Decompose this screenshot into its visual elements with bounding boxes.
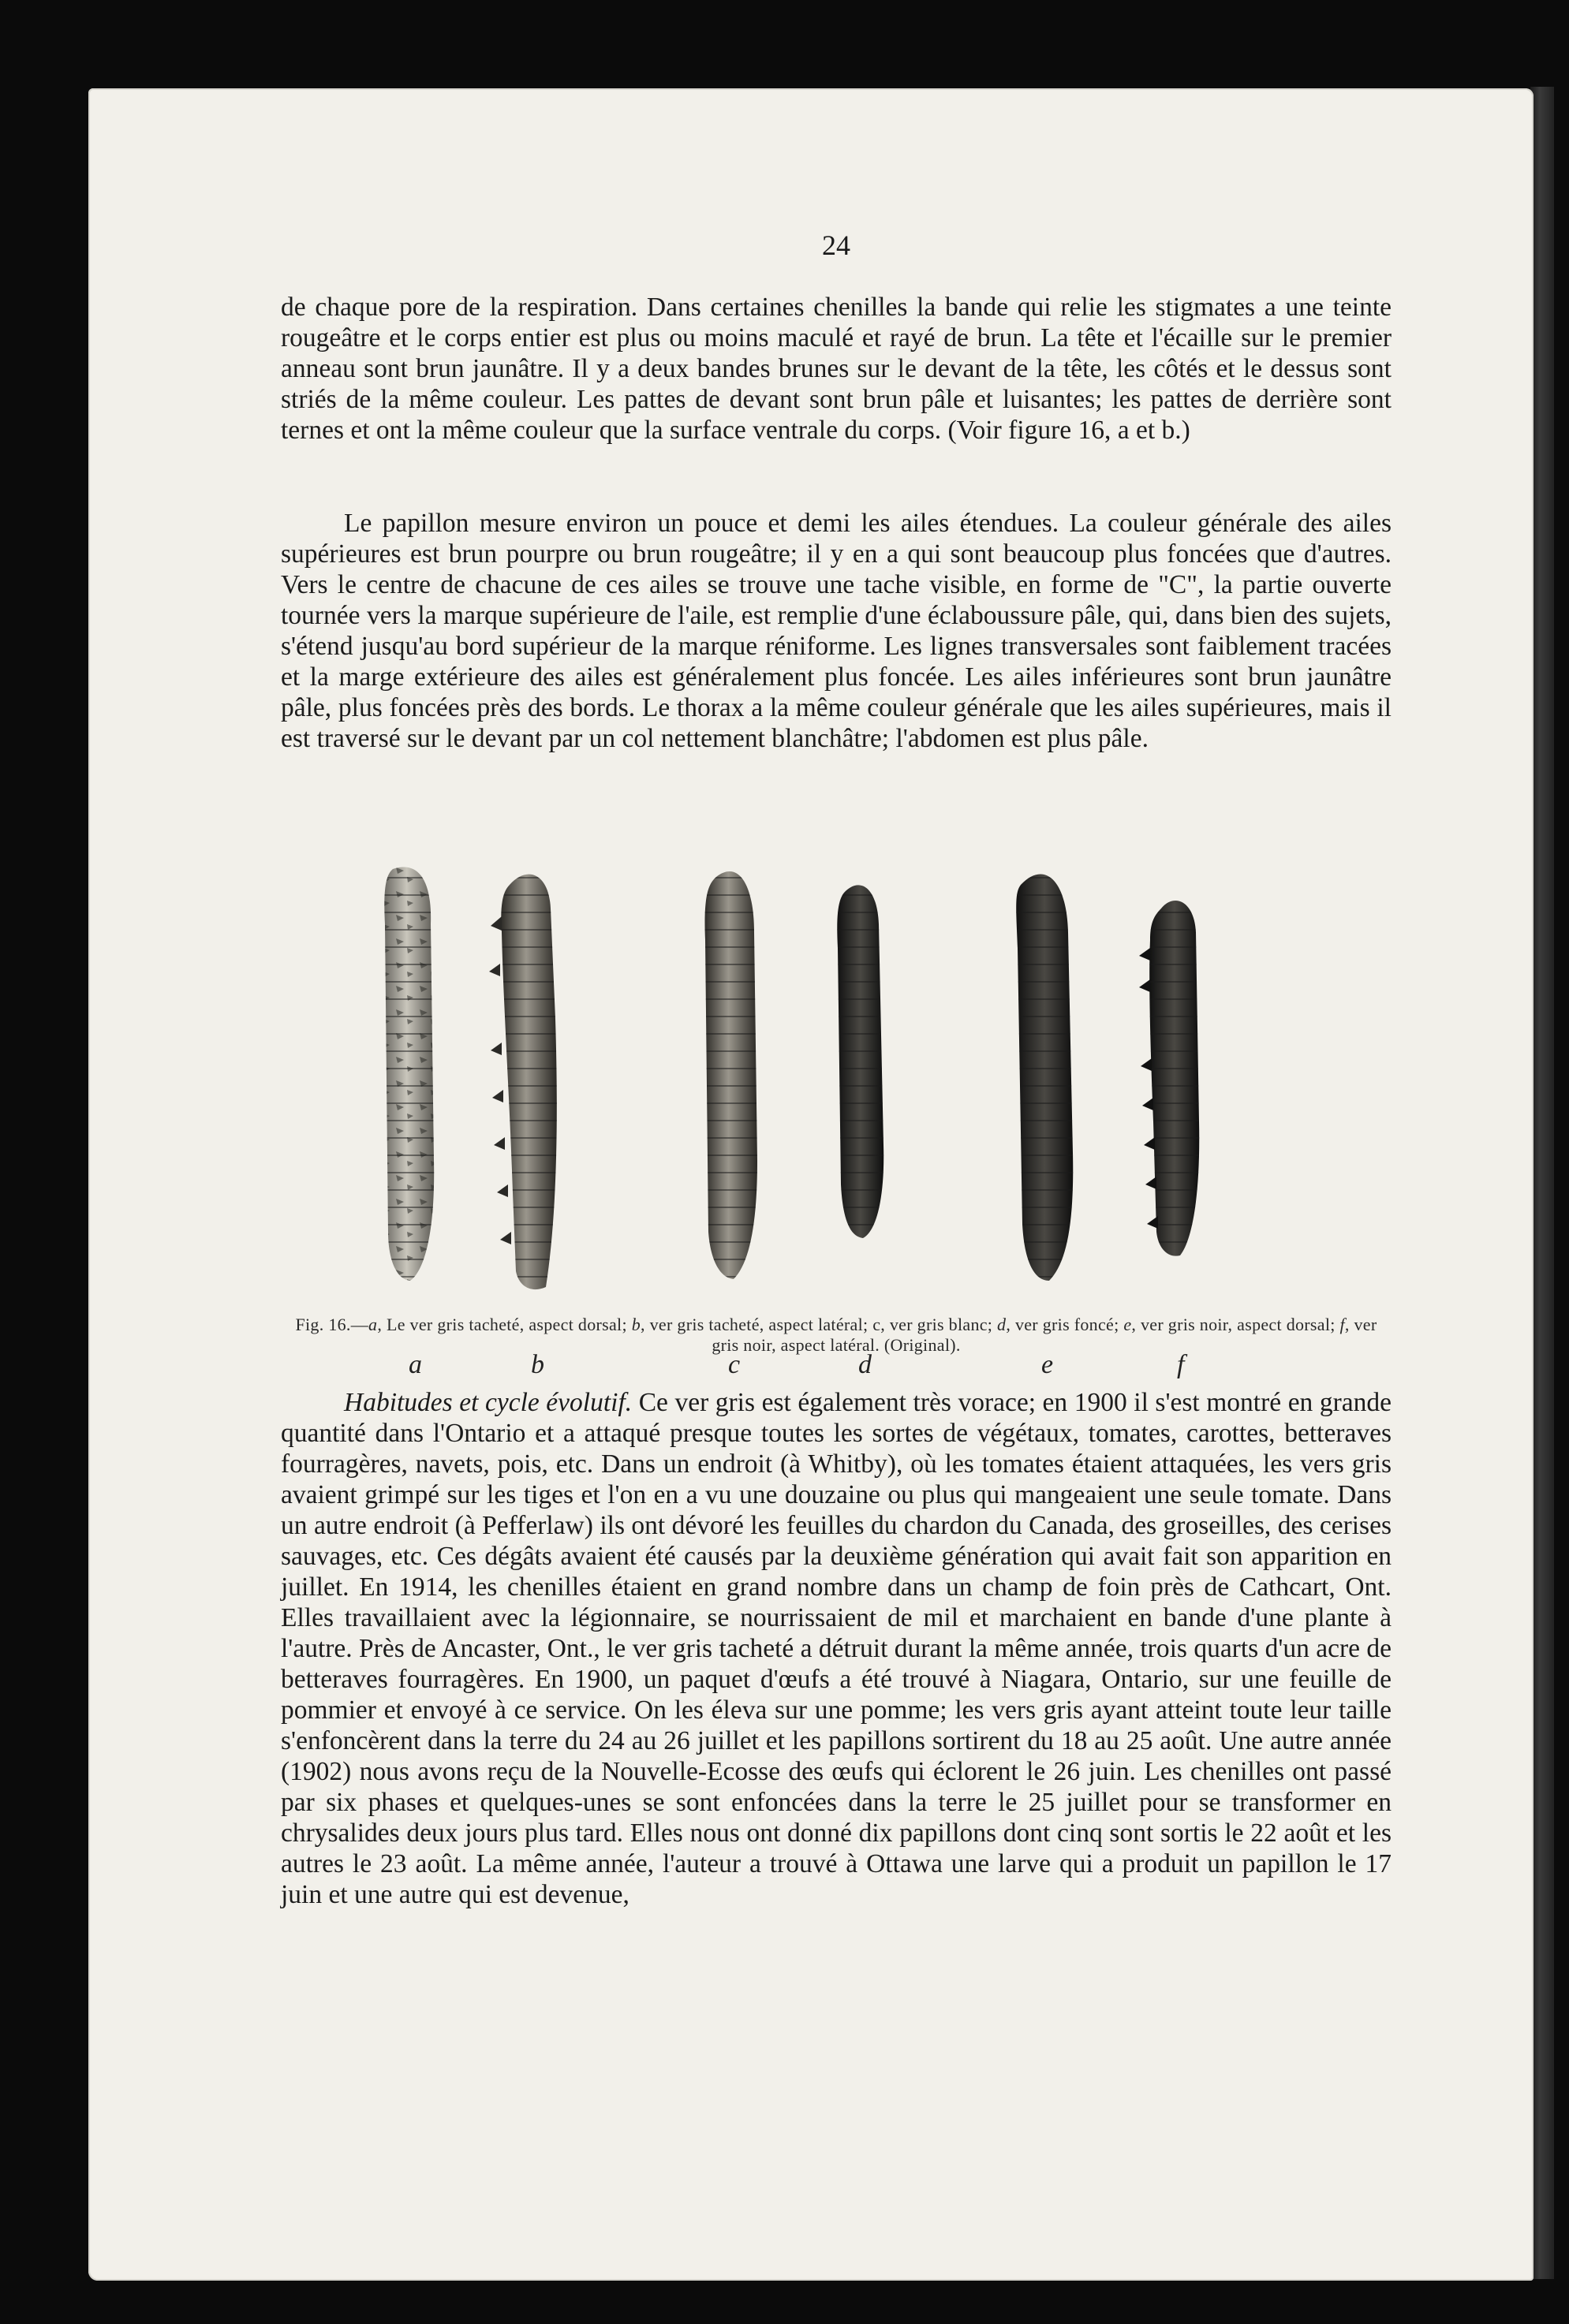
caterpillar-c <box>705 871 757 1279</box>
caption-label-e: e <box>1123 1315 1132 1334</box>
paragraph-1: de chaque pore de la respiration. Dans certaines chenilles la bande qui relie les stigmates a une teinte rougeâtre et le corps entier est plus ou moins maculé et rayé de brun. La tête et l'écaille sur le premier anneau sont brun jaunâtre. Il y a deux bandes brunes sur le devant de la tête, les côtés et le dessus sont striés de la même couleur. Les pattes de devant sont brun pâle et luisantes; les pattes de derrière sont ternes et ont la même couleur que la surface ventrale du corps. (Voir figure 16, a et b.) <box>281 293 1392 445</box>
caterpillar-f <box>1139 901 1199 1256</box>
microfilm-edge <box>1530 87 1554 2279</box>
caption-label-d: d <box>997 1315 1007 1334</box>
figure-label-b: b <box>531 1350 544 1379</box>
caption-part-1: , Le ver gris tacheté, aspect dorsal; <box>377 1315 632 1334</box>
figure-16 <box>369 861 1395 1382</box>
caption-part-5: , ver gris noir, aspect latéral. (Original). <box>712 1315 1377 1355</box>
caterpillar-a <box>384 867 434 1281</box>
caption-label-a: a <box>368 1315 378 1334</box>
caption-part-3: , ver gris foncé; <box>1006 1315 1124 1334</box>
figure-label-d: d <box>858 1350 872 1379</box>
caption-label-f: f <box>1339 1315 1345 1334</box>
figure-caption <box>281 1315 1392 1356</box>
figure-label-f: f <box>1177 1350 1185 1379</box>
paragraph-3 <box>281 1387 1392 1910</box>
caption-prefix: Fig. 16.— <box>295 1315 369 1334</box>
caption-part-2: , ver gris tacheté, aspect latéral; c, ver gris blanc; <box>641 1315 998 1334</box>
page-number: 24 <box>822 229 850 261</box>
section-heading: Habitudes et cycle évolutif. <box>344 1388 633 1417</box>
document-page <box>88 88 1534 2281</box>
figure-label-a: a <box>409 1350 422 1379</box>
caterpillar-e <box>1016 875 1073 1281</box>
figure-label-e: e <box>1041 1350 1054 1379</box>
paragraph-3-text: Ce ver gris est également très vorace; en 1900 il s'est montré en grande quantité dans l'Ontario et a attaqué presque toutes les sortes de végétaux, tomates, carottes, betteraves fourragères, navets, pois, etc. Dans un endroit (à Whitby), où les tomates étaient attaquées, les vers gris avaient grimpé sur les tiges et l'on en a vu une douzaine ou plus qui mangeaient une seule tomate. Dans un autre endroit (à Pefferlaw) ils ont dévoré les feuilles du chardon du Canada, des groseilles, des cerises sauvages, etc. Ces dégâts avaient été causés par la deuxième génération qui avait fait son apparition en juillet. En 1914, les chenilles étaient en grand nombre dans un champ de foin près de Cathcart, Ont. Elles travaillaient avec la légionnaire, se nourrissaient de mil et marchaient en bande d'une plante à l'autre. Près de Ancaster, Ont., le ver gris tacheté a détruit durant la même année, trois quarts d'un acre de betteraves fourragères. En 1900, un paquet d'œufs a été trouvé à Niagara, Ontario, sur une feuille de pommier et envoyé à ce service. On les éleva sur une pomme; les vers gris ayant atteint toute leur taille s'enfoncèrent dans la terre du 24 au 26 juillet et les papillons sortirent du 18 au 25 août. Une autre année (1902) nous avons reçu de la Nouvelle-Ecosse des œufs qui éclorent le 26 juin. Les chenilles ont passé par six phases et quelques-unes se sont enfoncées dans la terre le 25 juillet pour se transformer en chrysalides deux jours plus tard. Elles nous ont donné dix papillons dont cinq sont sortis le 22 août et les autres le 23 août. La même année, l'auteur a trouvé à Ottawa une larve qui a produit un papillon le 17 juin et une autre qui est devenue, <box>281 1388 1392 1909</box>
caterpillar-d <box>837 885 883 1238</box>
paragraph-2: Le papillon mesure environ un pouce et demi les ailes étendues. La couleur générale des ailes supérieures est brun pourpre ou brun rougeâtre; il y en a qui sont beaucoup plus foncées que d'autres. Vers le centre de chacune de ces ailes se trouve une tache visible, en forme de "C", la partie ouverte tournée vers la marque supérieure de l'aile, est remplie d'une éclaboussure pâle, qui, dans bien des sujets, s'étend jusqu'au bord supérieur de la marque réniforme. Les lignes transversales sont faiblement tracées et la marge extérieure des ailes est généralement plus foncée. Les ailes inférieures sont brun jaunâtre pâle, plus foncées près des bords. Le thorax a la même couleur générale que les ailes supérieures, mais il est traversé sur le devant par un col nettement blanchâtre; l'abdomen est plus pâle. <box>281 509 1392 753</box>
caption-label-b: b <box>631 1315 641 1334</box>
caption-part-4: , ver gris noir, aspect dorsal; <box>1131 1315 1340 1334</box>
figure-label-c: c <box>728 1350 741 1379</box>
caterpillar-b <box>489 875 557 1289</box>
caterpillar-illustration <box>369 861 1395 1303</box>
